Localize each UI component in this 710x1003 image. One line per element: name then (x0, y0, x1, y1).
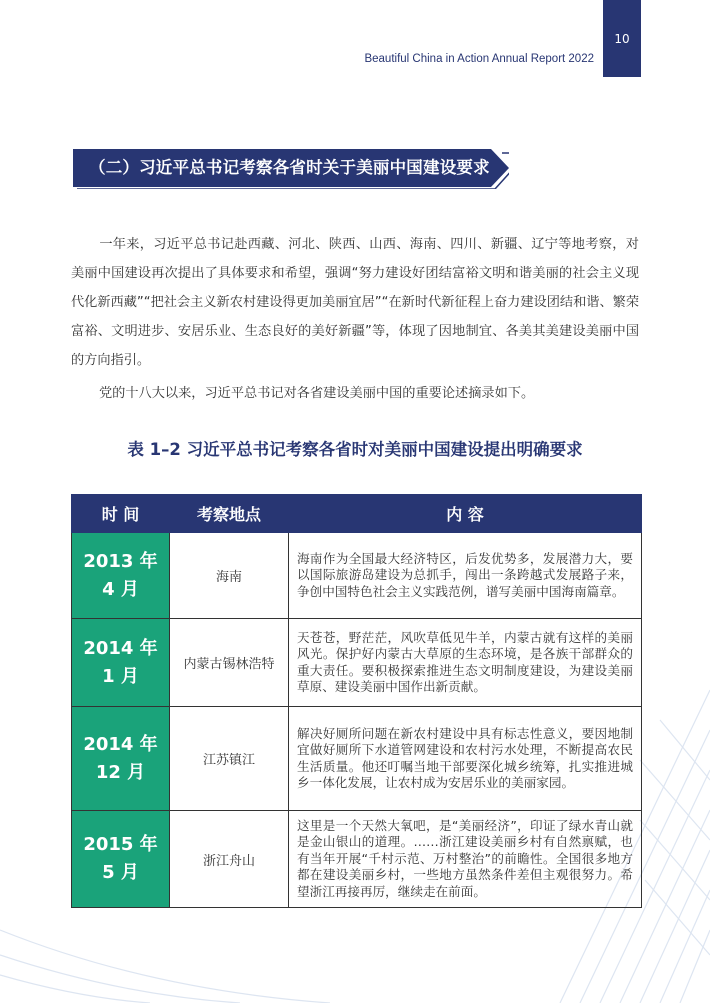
content-cell: 这里是一个天然大氧吧，是“美丽经济”，印证了绿水青山就是金山银山的道理。……浙江建设美丽乡村有自然禀赋，也有当年开展“千村示范、万村整治”的前瞻性。全国很多地方都在建设美丽乡村，一些地方虽然条件差但主观很努力。希望浙江再接再厉，继续走在前面。 (289, 811, 642, 908)
date-cell (72, 811, 170, 908)
date-month: 5 月 (102, 862, 139, 883)
section-heading (73, 149, 509, 187)
content-cell: 海南作为全国最大经济特区，后发优势多，发展潜力大，要以国际旅游岛建设为总抓手，闯出一条跨越式发展路子来，争创中国特色社会主义实践范例，谱写美丽中国海南篇章。 (289, 533, 642, 619)
date-year: 2013 年 (83, 550, 158, 572)
content-cell: 天苍苍，野茫茫，风吹草低见牛羊，内蒙古就有这样的美丽风光。保护好内蒙古大草原的生态环境，是各族干部群众的重大责任。要积极探索推进生态文明制度建设，为建设美丽草原、建设美丽中国作出新贡献。 (289, 619, 642, 707)
summary-paragraph-text: 党的十八大以来，习近平总书记对各省建设美丽中国的重要论述摘录如下。 (99, 386, 535, 401)
header-content: 内 容 (289, 495, 642, 533)
date-cell (72, 707, 170, 811)
date-month: 12 月 (95, 761, 146, 783)
table-row (72, 619, 642, 707)
date-year: 2015 年 (83, 834, 158, 855)
header-time: 时 间 (72, 495, 170, 533)
content-cell: 解决好厕所问题在新农村建设中具有标志性意义，要因地制宜做好厕所下水道管网建设和农村污水处理，不断提高农民生活质量。他还叮嘱当地干部要深化城乡统筹，扎实推进城乡一体化发展，让农村成为安居乐业的美丽家园。 (289, 707, 642, 811)
requirements-table (71, 494, 642, 908)
page-number: 10 (614, 31, 630, 46)
table-row (72, 811, 642, 908)
report-title: Beautiful China in Action Annual Report 2022 (364, 53, 594, 65)
table-row (72, 533, 642, 619)
intro-paragraph-text: 一年来，习近平总书记赴西藏、河北、陕西、山西、海南、四川、新疆、辽宁等地考察，对美丽中国建设再次提出了具体要求和希望，强调“努力建设好团结富裕文明和谐美丽的社会主义现代化新西藏”“把社会主义新农村建设得更加美丽宜居”“在新时代新征程上奋力建设团结和谐、繁荣富裕、文明进步、安居乐业、生态良好的美好新疆”等，体现了因地制宜、各美其美建设美丽中国的方向指引。 (71, 237, 640, 368)
intro-paragraph (71, 230, 639, 375)
place-cell: 浙江舟山 (170, 811, 289, 908)
place-cell: 内蒙古锡林浩特 (170, 619, 289, 707)
page-number-tab (603, 0, 641, 77)
date-month: 1 月 (102, 665, 139, 687)
date-month: 4 月 (102, 578, 139, 600)
place-cell: 海南 (170, 533, 289, 619)
date-year: 2014 年 (83, 637, 158, 659)
section-heading-text: （二）习近平总书记考察各省时关于美丽中国建设要求 (89, 158, 490, 177)
table-caption: 表 1–2 习近平总书记考察各省时对美丽中国建设提出明确要求 (127, 440, 583, 459)
summary-paragraph (71, 379, 639, 408)
place-cell: 江苏镇江 (170, 707, 289, 811)
header-location: 考察地点 (170, 495, 289, 533)
date-year: 2014 年 (83, 733, 158, 755)
table-header-row (72, 495, 642, 533)
date-cell (72, 619, 170, 707)
table-row (72, 707, 642, 811)
date-cell (72, 533, 170, 619)
